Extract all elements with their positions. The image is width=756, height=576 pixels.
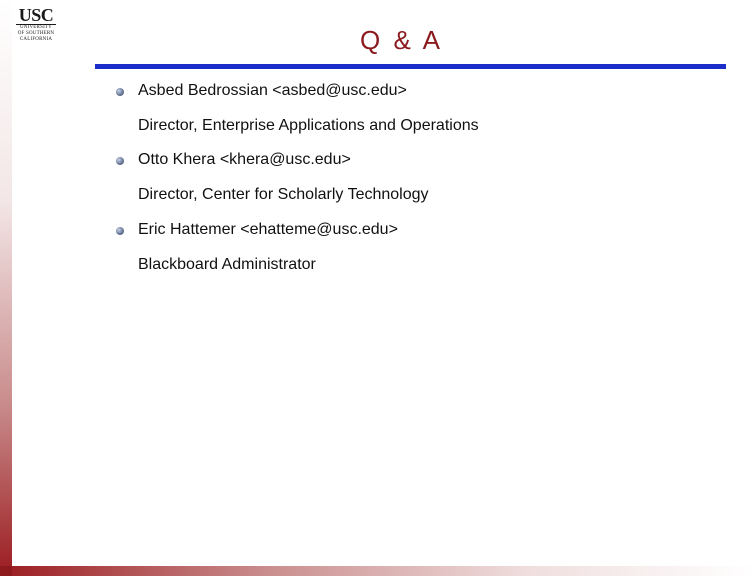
contact-name: Asbed Bedrossian <asbed@usc.edu> <box>138 82 407 99</box>
bottom-decorative-bar <box>0 566 756 576</box>
contact-role: Blackboard Administrator <box>138 256 316 273</box>
contact-role: Director, Enterprise Applications and Operations <box>138 117 479 134</box>
bullet-icon <box>116 88 124 96</box>
contact-name: Eric Hattemer <ehatteme@usc.edu> <box>138 221 398 238</box>
logo-wordmark: USC <box>16 6 56 25</box>
logo-subline: UNIVERSITY <box>20 25 52 30</box>
contact-role: Director, Center for Scholarly Technology <box>138 186 429 203</box>
contact-name: Otto Khera <khera@usc.edu> <box>138 151 351 168</box>
corner-decoration <box>0 566 12 576</box>
title-rule <box>95 64 726 69</box>
usc-logo <box>16 6 56 50</box>
logo-subline: OF SOUTHERN <box>17 31 55 36</box>
left-decorative-bar <box>0 0 12 576</box>
logo-subline: CALIFORNIA <box>19 37 53 42</box>
bullet-icon <box>116 157 124 165</box>
bullet-icon <box>116 227 124 235</box>
slide-title: Q & A <box>360 25 443 55</box>
